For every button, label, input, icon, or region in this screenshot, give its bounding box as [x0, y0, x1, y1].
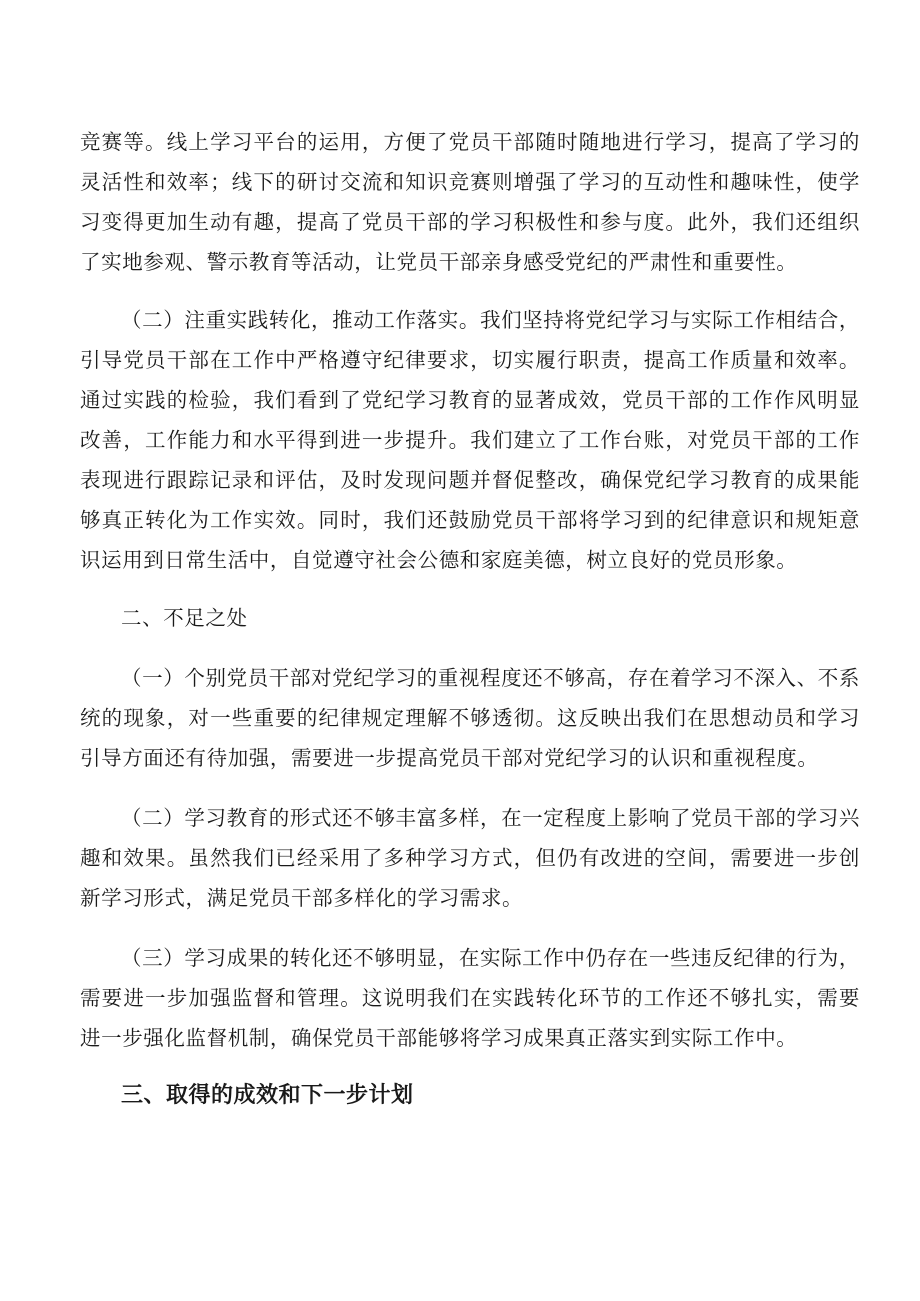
section-heading-shortcomings: 二、不足之处: [121, 606, 248, 630]
document-page: [80, 122, 860, 1116]
section-heading-results-and-plans: 三、取得的成效和下一步计划: [121, 1083, 414, 1108]
paragraph-shortcoming-2: （二）学习教育的形式还不够丰富多样，在一定程度上影响了党员干部的学习兴趣和效果。虽然我们已经采用了多种学习方式，但仍有改进的空间，需要进一步创新学习形式，满足党员干部多样化的学习需求。: [80, 806, 860, 910]
paragraph-continuation: 竞赛等。线上学习平台的运用，方便了党员干部随时随地进行学习，提高了学习的灵活性和效率；线下的研讨交流和知识竞赛则增强了学习的互动性和趣味性，使学习变得更加生动有趣，提高了党员干部的学习积极性和参与度。此外，我们还组织了实地参观、警示教育等活动，让党员干部亲身感受党纪的严肃性和重要性。: [80, 130, 860, 274]
paragraph-practice-transformation: （二）注重实践转化，推动工作落实。我们坚持将党纪学习与实际工作相结合，引导党员干部在工作中严格遵守纪律要求，切实履行职责，提高工作质量和效率。通过实践的检验，我们看到了党纪学习教育的显著成效，党员干部的工作作风明显改善，工作能力和水平得到进一步提升。我们建立了工作台账，对党员干部的工作表现进行跟踪记录和评估，及时发现问题并督促整改，确保党纪学习教育的成果能够真正转化为工作实效。同时，我们还鼓励党员干部将学习到的纪律意识和规矩意识运用到日常生活中，自觉遵守社会公德和家庭美德，树立良好的党员形象。: [80, 308, 860, 572]
paragraph-shortcoming-1: （一）个别党员干部对党纪学习的重视程度还不够高，存在着学习不深入、不系统的现象，对一些重要的纪律规定理解不够透彻。这反映出我们在思想动员和学习引导方面还有待加强，需要进一步提高党员干部对党纪学习的认识和重视程度。: [80, 666, 860, 770]
paragraph-shortcoming-3: （三）学习成果的转化还不够明显，在实际工作中仍存在一些违反纪律的行为，需要进一步加强监督和管理。这说明我们在实践转化环节的工作还不够扎实，需要进一步强化监督机制，确保党员干部能够将学习成果真正落实到实际工作中。: [80, 946, 860, 1050]
